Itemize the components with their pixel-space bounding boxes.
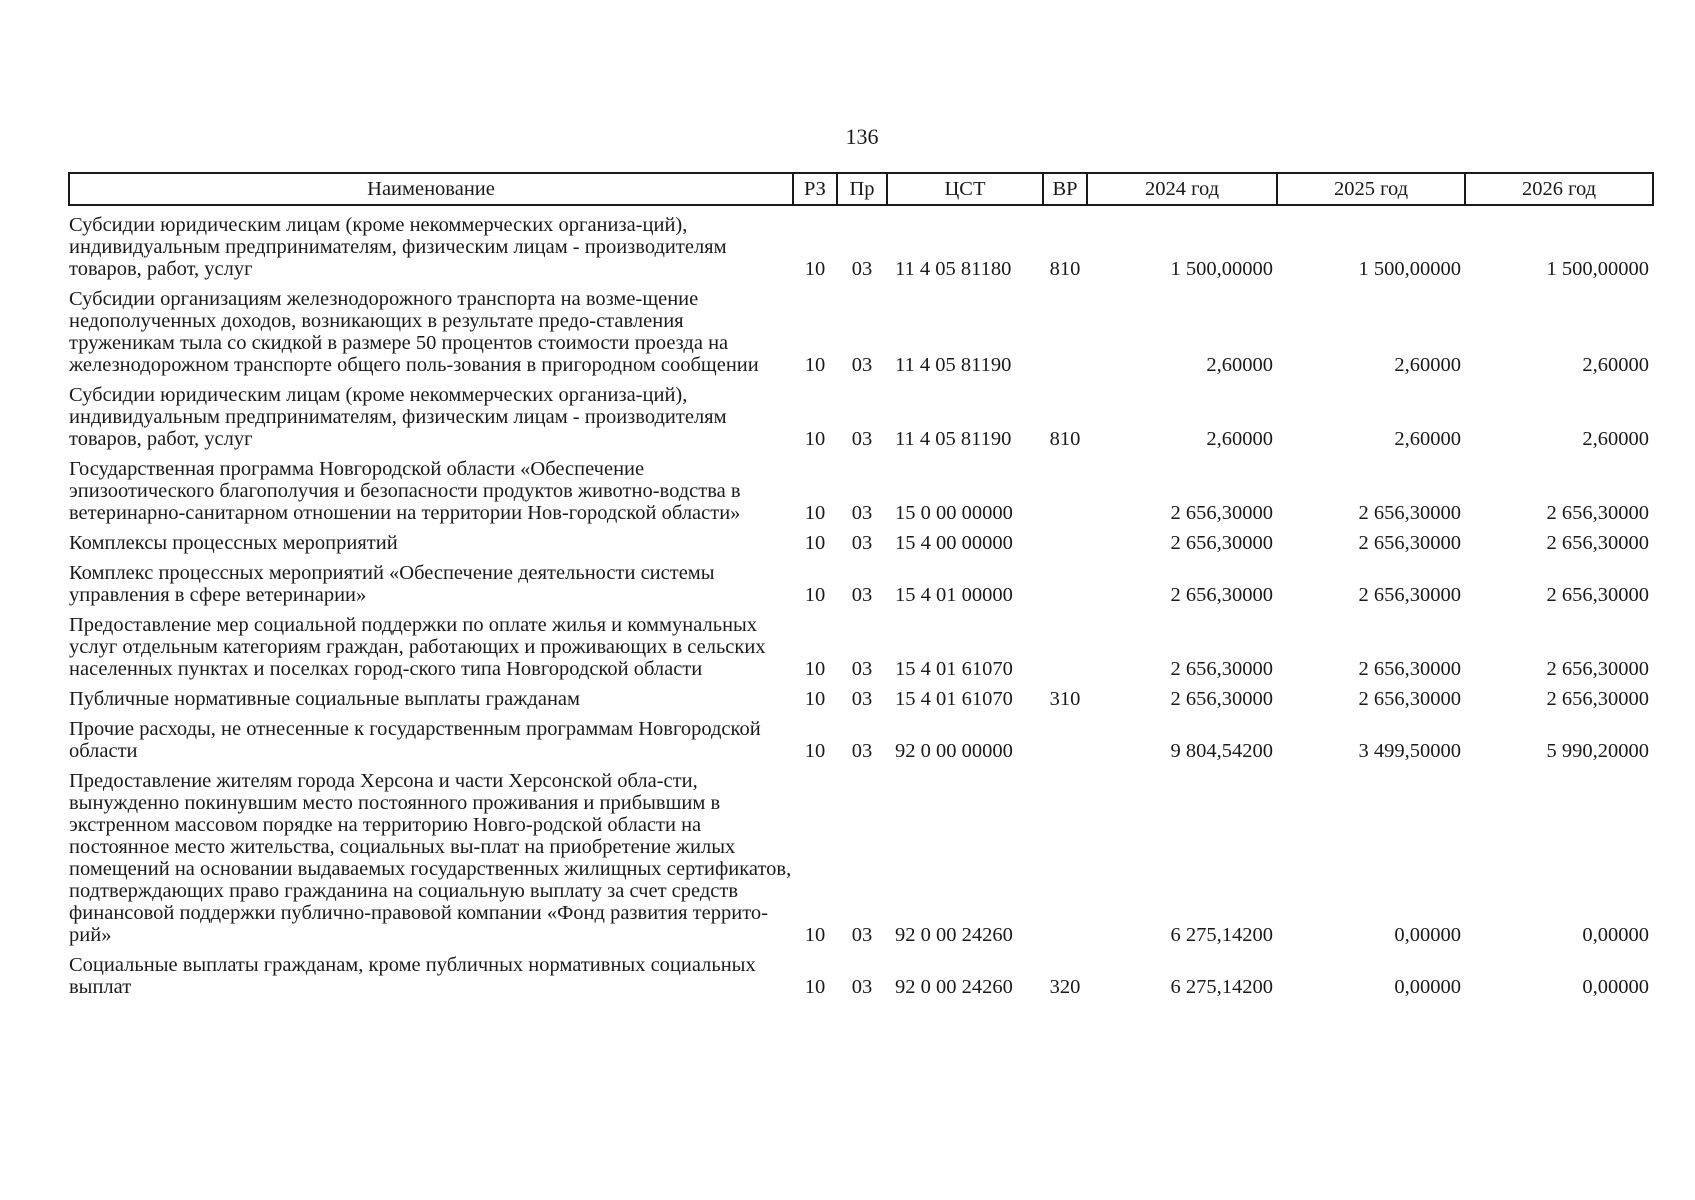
table-row (69, 946, 1653, 998)
table-row (69, 205, 1653, 280)
row-2026: 2,60000 (1582, 354, 1649, 376)
header-2025: 2025 год (1277, 173, 1465, 205)
row-pr: 03 (851, 688, 873, 710)
row-rz: 10 (804, 658, 826, 680)
row-2026: 2,60000 (1582, 428, 1649, 450)
row-rz: 10 (804, 258, 826, 280)
row-2026: 2 656,30000 (1546, 532, 1649, 554)
table-body (69, 205, 1653, 998)
header-2026: 2026 год (1465, 173, 1653, 205)
row-vr: 810 (1049, 258, 1081, 280)
row-rz: 10 (804, 354, 826, 376)
row-vr (1043, 554, 1087, 606)
row-vr: 320 (1049, 976, 1081, 998)
row-pr: 03 (851, 354, 873, 376)
row-vr (1043, 606, 1087, 680)
row-cst: 92 0 00 24260 (895, 976, 1013, 998)
row-pr: 03 (851, 976, 873, 998)
row-2024: 9 804,54200 (1170, 740, 1273, 762)
row-2024: 2,60000 (1206, 428, 1273, 450)
row-2024: 2 656,30000 (1170, 502, 1273, 524)
row-name: Предоставление мер социальной поддержки по оплате жилья и коммунальных услуг отдельным категориям граждан, работающих и проживающих в сельских населенных пунктах и поселках город-ского типа Новгородской области (69, 614, 766, 680)
row-2025: 2,60000 (1394, 428, 1461, 450)
row-rz: 10 (804, 584, 826, 606)
page-number: 136 (845, 124, 879, 149)
row-2026: 5 990,20000 (1546, 740, 1649, 762)
header-2024: 2024 год (1087, 173, 1277, 205)
row-cst: 92 0 00 24260 (895, 924, 1013, 946)
row-2024: 6 275,14200 (1170, 976, 1273, 998)
row-pr: 03 (851, 258, 873, 280)
row-2026: 2 656,30000 (1546, 688, 1649, 710)
row-cst: 11 4 05 81180 (895, 258, 1012, 280)
header-pr: Пр (837, 173, 887, 205)
header-vr: ВР (1043, 173, 1087, 205)
row-rz: 10 (804, 688, 826, 710)
row-rz: 10 (804, 976, 826, 998)
row-name: Субсидии юридическим лицам (кроме некоммерческих организа-ций), индивидуальным предпринимателям, физическим лицам - производителям товаров, работ, услуг (69, 384, 727, 450)
row-name: Предоставление жителям города Херсона и части Херсонской обла-сти, вынужденно покинувшим место постоянного проживания и прибывшим в экстренном массовом порядке на территорию Новго-родской области на постоянное место жительства, социальных вы-плат на приобретение жилых помещений на основании выдаваемых государственных жилищных сертификатов, подтверждающих право гражданина на социальную выплату за счет средств финансовой поддержки публично-правовой компании «Фонд развития террито-рий» (69, 770, 792, 946)
row-pr: 03 (851, 532, 873, 554)
row-name: Комплексы процессных мероприятий (69, 532, 398, 554)
row-name: Субсидии организациям железнодорожного транспорта на возме-щение недополученных доходов, возникающих в результате предо-ставления труженикам тыла со скидкой в размере 50 процентов стоимости проезда на железнодорожном транспорте общего поль-зования в пригородном сообщении (69, 288, 759, 376)
row-name: Публичные нормативные социальные выплаты гражданам (69, 688, 581, 710)
row-rz: 10 (804, 740, 826, 762)
row-2025: 2 656,30000 (1358, 532, 1461, 554)
row-2025: 2,60000 (1394, 354, 1461, 376)
table-row (69, 762, 1653, 946)
row-2025: 2 656,30000 (1358, 584, 1461, 606)
row-name: Социальные выплаты гражданам, кроме публичных нормативных социальных выплат (69, 954, 756, 998)
table-row (69, 680, 1653, 710)
row-2024: 2 656,30000 (1170, 658, 1273, 680)
header-rz: РЗ (793, 173, 837, 205)
table-row (69, 554, 1653, 606)
row-rz: 10 (804, 924, 826, 946)
row-2025: 2 656,30000 (1358, 688, 1461, 710)
row-cst: 15 0 00 00000 (895, 502, 1013, 524)
row-2024: 2 656,30000 (1170, 584, 1273, 606)
row-2025: 1 500,00000 (1358, 258, 1461, 280)
row-2024: 2,60000 (1206, 354, 1273, 376)
row-2024: 6 275,14200 (1170, 924, 1273, 946)
row-name: Комплекс процессных мероприятий «Обеспечение деятельности системы управления в сфере ветеринарии» (69, 562, 715, 606)
row-2026: 2 656,30000 (1546, 502, 1649, 524)
row-rz: 10 (804, 502, 826, 524)
row-rz: 10 (804, 428, 826, 450)
row-name: Прочие расходы, не отнесенные к государственным программам Новгородской области (69, 718, 761, 762)
row-vr (1043, 280, 1087, 376)
row-2025: 2 656,30000 (1358, 502, 1461, 524)
row-pr: 03 (851, 428, 873, 450)
row-cst: 11 4 05 81190 (895, 428, 1012, 450)
row-name: Государственная программа Новгородской области «Обеспечение эпизоотического благополучия и безопасности продуктов животно-водства в ветеринарно-санитарном отношении на территории Нов-городской области» (69, 458, 741, 524)
row-2026: 1 500,00000 (1546, 258, 1649, 280)
row-cst: 15 4 01 00000 (895, 584, 1013, 606)
row-vr (1043, 710, 1087, 762)
row-cst: 15 4 01 61070 (895, 688, 1013, 710)
row-cst: 15 4 00 00000 (895, 532, 1013, 554)
row-pr: 03 (851, 584, 873, 606)
row-2024: 2 656,30000 (1170, 532, 1273, 554)
row-2024: 1 500,00000 (1170, 258, 1273, 280)
budget-table (68, 172, 1654, 998)
row-pr: 03 (851, 658, 873, 680)
row-cst: 11 4 05 81190 (895, 354, 1012, 376)
table-header-row (69, 173, 1653, 205)
table-row (69, 606, 1653, 680)
row-pr: 03 (851, 740, 873, 762)
row-2025: 2 656,30000 (1358, 658, 1461, 680)
row-pr: 03 (851, 502, 873, 524)
header-cst: ЦСТ (887, 173, 1043, 205)
table-row (69, 524, 1653, 554)
row-2025: 0,00000 (1394, 976, 1461, 998)
row-2026: 0,00000 (1582, 924, 1649, 946)
row-vr: 310 (1049, 688, 1081, 710)
table-row (69, 376, 1653, 450)
row-pr: 03 (851, 924, 873, 946)
row-2025: 3 499,50000 (1358, 740, 1461, 762)
table-row (69, 280, 1653, 376)
row-vr (1043, 762, 1087, 946)
row-2026: 2 656,30000 (1546, 584, 1649, 606)
header-name: Наименование (69, 173, 793, 205)
row-cst: 15 4 01 61070 (895, 658, 1013, 680)
row-2025: 0,00000 (1394, 924, 1461, 946)
row-rz: 10 (804, 532, 826, 554)
row-vr (1043, 524, 1087, 554)
row-vr: 810 (1049, 428, 1081, 450)
row-name: Субсидии юридическим лицам (кроме некоммерческих организа-ций), индивидуальным предпринимателям, физическим лицам - производителям товаров, работ, услуг (69, 214, 727, 280)
table-row (69, 450, 1653, 524)
row-cst: 92 0 00 00000 (895, 740, 1013, 762)
row-2026: 0,00000 (1582, 976, 1649, 998)
row-2026: 2 656,30000 (1546, 658, 1649, 680)
row-2024: 2 656,30000 (1170, 688, 1273, 710)
table-row (69, 710, 1653, 762)
row-vr (1043, 450, 1087, 524)
